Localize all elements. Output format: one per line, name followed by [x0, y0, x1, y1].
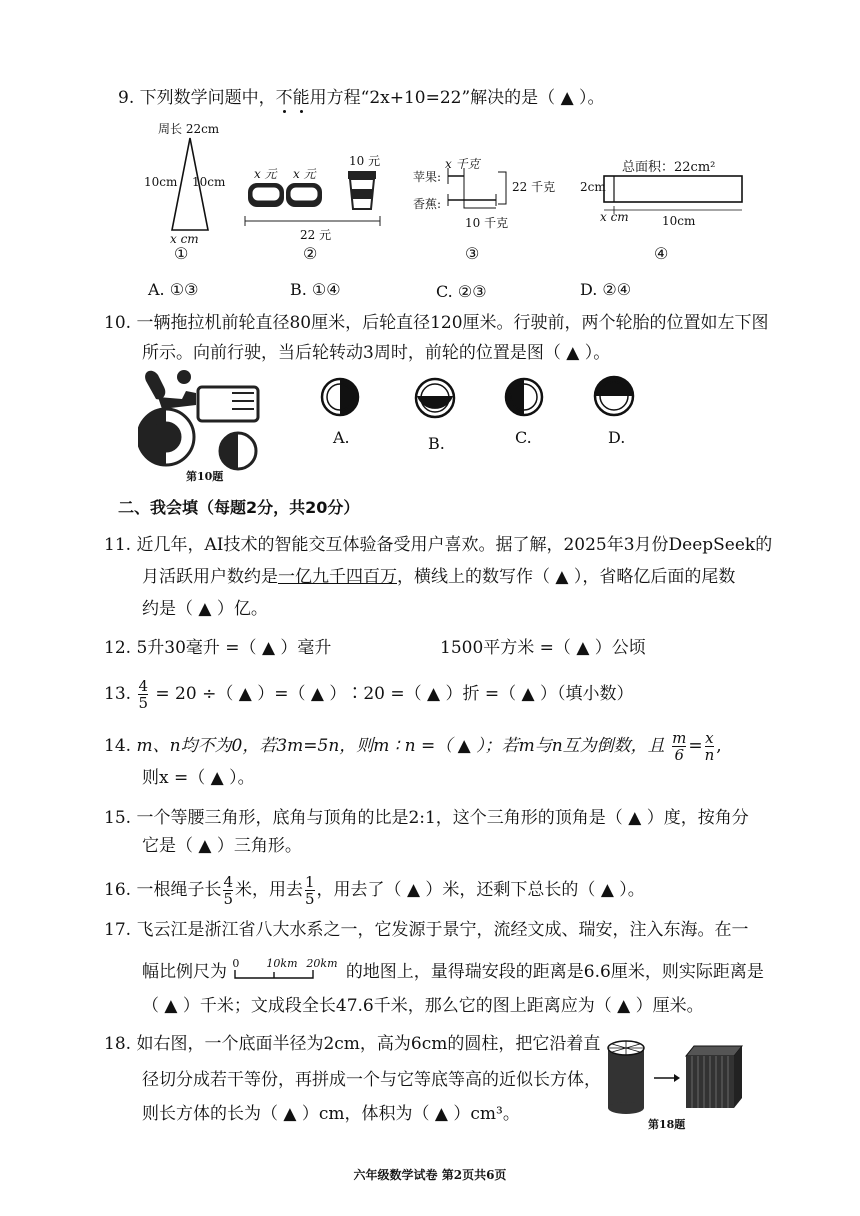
q17-line2: [142, 957, 764, 982]
q9-number: 9.: [118, 88, 135, 108]
fig2-price-1: x 元: [254, 167, 277, 181]
q17-number: 17.: [104, 920, 132, 940]
question-9: [118, 88, 605, 108]
q11-line2b: ，横线上的数写作（ ▲ ），省略亿后面的尾数: [397, 567, 736, 587]
scale-label-10: 10km: [266, 957, 298, 970]
q16-part-c: ，用去了（ ▲ ）米，还剩下总长的（ ▲ ）。: [316, 880, 645, 900]
q13-fraction-num: 4: [138, 677, 148, 695]
q14-f2-den: n: [704, 746, 715, 764]
q9-not2: 能: [292, 88, 310, 108]
q10-option-b: B.: [428, 434, 445, 453]
q14-number: 14.: [104, 736, 132, 756]
question-10: [104, 313, 769, 333]
scale-label-0: 0: [232, 957, 240, 970]
option-b-wheel: [413, 375, 457, 421]
q10-option-c: C.: [515, 428, 532, 447]
q13-rest: = 20 ÷（ ▲ ）=（ ▲ ）∶20 =（ ▲ ）折 =（ ▲ ）（填小数）: [155, 684, 634, 704]
q18-line3: 则长方体的长为（ ▲ ）cm，体积为（ ▲ ）cm³。: [142, 1104, 520, 1124]
q12-number: 12.: [104, 638, 132, 658]
question-13: [104, 678, 634, 711]
q14-f2-num: x: [705, 729, 714, 747]
section-2-heading: 二、我会填（每题2分，共20分）: [118, 498, 360, 517]
fig4-area: 总面积：22cm²: [622, 160, 716, 175]
q15-line2: 它是（ ▲ ）三角形。: [142, 836, 302, 856]
tractor-icon: [138, 365, 273, 475]
option-a-wheel: [318, 375, 362, 419]
question-18: [104, 1034, 600, 1054]
q15-line1: 一个等腰三角形，底角与顶角的比是2:1，这个三角形的顶角是（ ▲ ）度，按角分: [136, 808, 749, 828]
q14-part-a: m、n均不为0，若3m=5n，则m ∶ n =（ ▲ ）；若m与n互为倒数，且: [136, 736, 665, 756]
q16-f1-den: 5: [223, 890, 233, 908]
q13-fraction: [138, 678, 148, 711]
q10-caption: 第10题: [186, 470, 224, 483]
q18-number: 18.: [104, 1034, 132, 1054]
q14-fraction-2: [705, 730, 715, 763]
fig3-bottom: 10 千克: [465, 216, 509, 230]
q14-tail: ,: [716, 736, 722, 756]
q14-f1-den: 6: [672, 746, 686, 763]
scale-label-20: 20km: [306, 957, 338, 970]
fig2-total: 22 元: [300, 228, 332, 242]
q9-pre: 下列数学问题中，: [139, 88, 276, 108]
q10-option-a: A.: [333, 428, 350, 447]
q18-line2: 径切分成若干等份，再拼成一个与它等底等高的近似长方体，: [142, 1070, 601, 1090]
fig3-total: 22 千克: [512, 180, 556, 194]
fig3-apple: 苹果:: [413, 170, 442, 184]
q16-number: 16.: [104, 880, 132, 900]
fig3-top: x 千克: [445, 157, 480, 171]
q10-line2: 所示。向前行驶，当后轮转动3周时，前轮的位置是图（ ▲ ）。: [142, 343, 611, 363]
q15-number: 15.: [104, 808, 132, 828]
q17-line3: （ ▲ ）千米；文成段全长47.6千米，那么它的图上距离应为（ ▲ ）厘米。: [142, 996, 704, 1016]
scale-bar: [232, 957, 340, 982]
question-15: [104, 808, 749, 828]
q13-number: 13.: [104, 684, 132, 704]
scale-ruler: [232, 968, 316, 980]
q16-f2-num: 1: [305, 873, 315, 891]
fig2-index: ②: [303, 244, 318, 263]
q9-not1: 不: [275, 88, 293, 108]
q12-part-b: 1500平方米 =（ ▲ ）公顷: [440, 638, 646, 658]
q16-f1-num: 4: [223, 873, 233, 891]
q11-line2: [142, 567, 735, 587]
option-d-wheel: [592, 373, 636, 419]
cylinder-to-cuboid-figure: [600, 1038, 760, 1118]
q16-fraction-2: [305, 874, 315, 907]
page-footer: 六年级数学试卷 第2页共6页: [353, 1168, 507, 1182]
fig2-price-3: 10 元: [349, 154, 381, 168]
q16-part-b: 米，用去: [235, 880, 303, 900]
q11-line3: 约是（ ▲ ）亿。: [142, 599, 268, 619]
q17-line2a: 幅比例尺为: [142, 962, 227, 982]
q10-number: 10.: [104, 313, 132, 333]
q11-number: 11.: [104, 535, 132, 555]
q9-option-c: C. ②③: [436, 282, 487, 301]
q14-equals: =: [688, 736, 703, 756]
fig1-base: x cm: [170, 232, 199, 246]
q14-f1-num: m: [672, 729, 687, 747]
question-14: [104, 730, 722, 763]
fig1-index: ①: [174, 244, 189, 263]
q10-line1: 一辆拖拉机前轮直径80厘米，后轮直径120厘米。行驶前，两个轮胎的位置如左下图: [136, 313, 769, 333]
bread-cup-icon: [240, 165, 390, 235]
fig1-perimeter: 周长 22cm: [158, 122, 220, 136]
fig4-height: 2cm: [580, 180, 606, 194]
q9-option-a: A. ①③: [148, 280, 199, 299]
q11-underlined-number: 一亿九千四百万: [278, 567, 397, 587]
q9-option-b: B. ①④: [290, 280, 341, 299]
q9-post: 用方程“2x+10=22”解决的是（ ▲ ）。: [309, 88, 605, 108]
q14-fraction-1: [672, 730, 686, 763]
q14-line2: 则x =（ ▲ ）。: [142, 768, 255, 788]
fig1-right-side: 10cm: [192, 175, 226, 189]
q18-line1: 如右图，一个底面半径为2cm，高为6cm的圆柱，把它沿着直: [136, 1034, 601, 1054]
fig4-width-2: 10cm: [662, 214, 696, 228]
q10-option-d: D.: [608, 428, 626, 447]
fig3-banana: 香蕉:: [413, 197, 442, 211]
question-16: [104, 874, 645, 907]
fig4-index: ④: [654, 244, 669, 263]
question-12: [104, 638, 331, 658]
question-11: [104, 535, 772, 555]
q11-line1: 近几年，AI技术的智能交互体验备受用户喜欢。据了解，2025年3月份DeepSeek的: [136, 535, 773, 555]
q9-option-d: D. ②④: [580, 280, 632, 299]
option-c-wheel: [502, 375, 546, 419]
fig2-price-2: x 元: [293, 167, 316, 181]
question-17: [104, 920, 748, 940]
q13-fraction-den: 5: [138, 694, 148, 712]
q17-line1: 飞云江是浙江省八大水系之一，它发源于景宁，流经文成、瑞安，注入东海。在一: [136, 920, 749, 940]
fig4-width-1: x cm: [600, 210, 629, 224]
q16-fraction-1: [223, 874, 233, 907]
q12-part-a: 5升30毫升 =（ ▲ ）毫升: [136, 638, 332, 658]
q16-part-a: 一根绳子长: [136, 880, 222, 900]
q11-line2a: 月活跃用户数约是: [142, 567, 278, 587]
q17-line2b: 的地图上，量得瑞安段的距离是6.6厘米，则实际距离是: [345, 962, 764, 982]
q18-caption: 第18题: [648, 1118, 686, 1131]
fig3-index: ③: [465, 244, 480, 263]
q16-f2-den: 5: [305, 890, 315, 908]
fig1-left-side: 10cm: [144, 175, 178, 189]
